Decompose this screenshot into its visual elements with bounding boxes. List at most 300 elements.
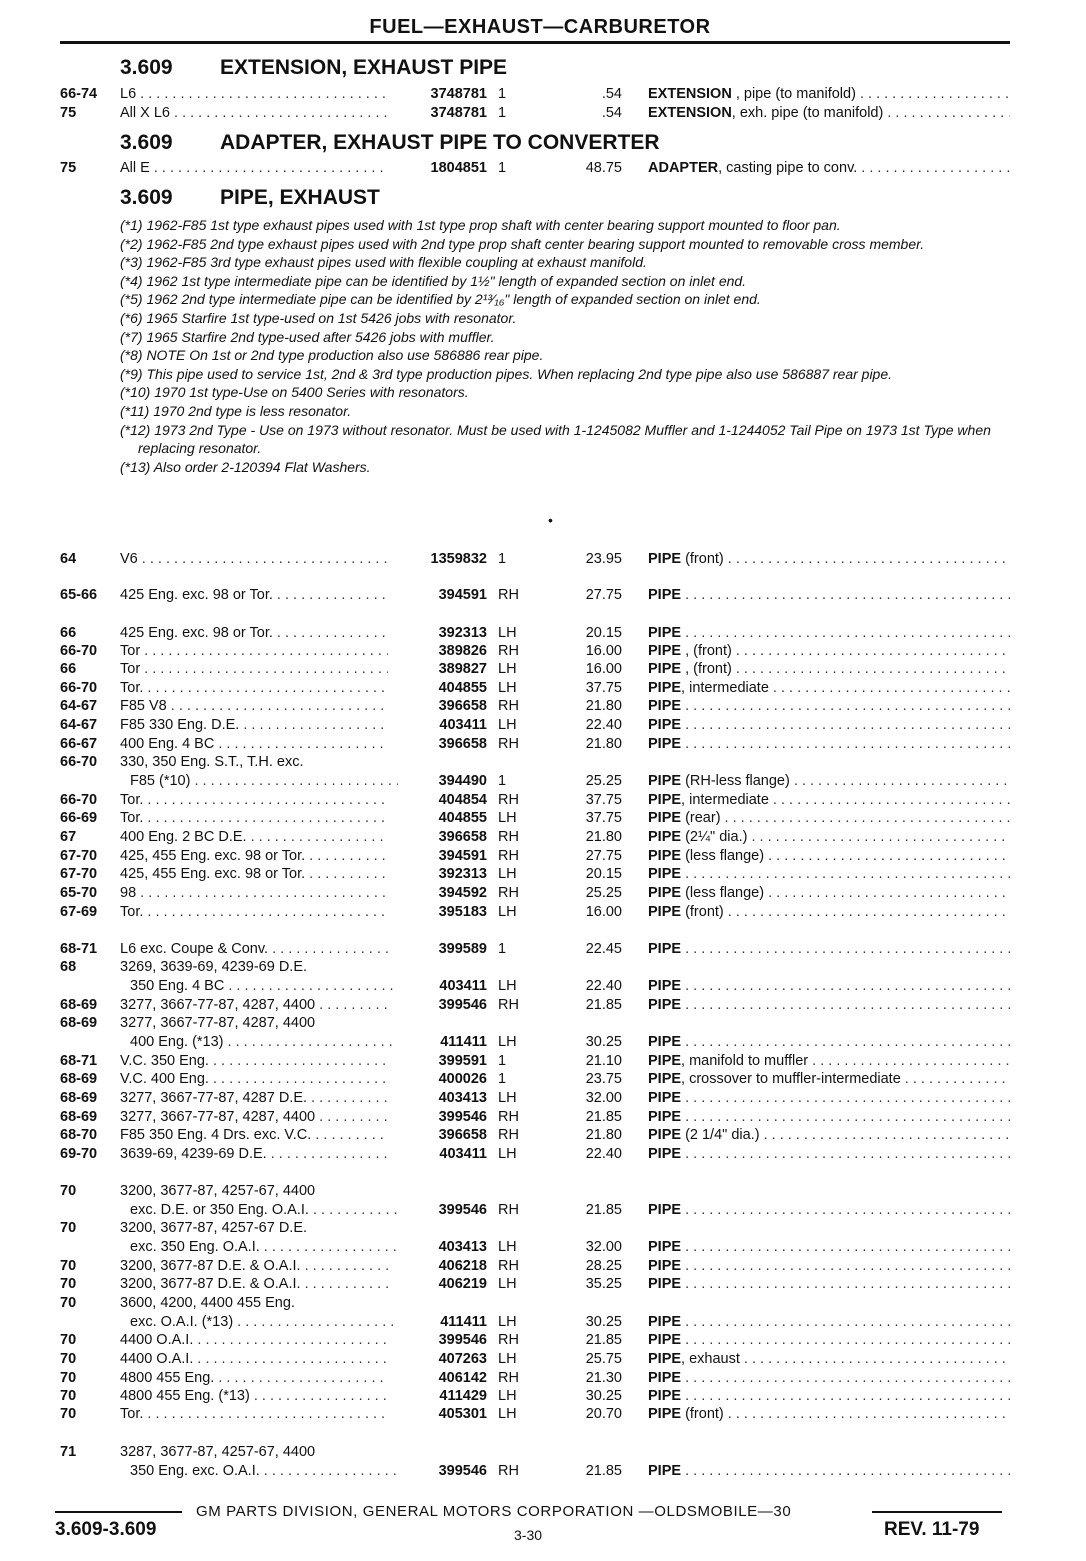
model-text: All E . . .	[120, 160, 388, 176]
quantity-cell: LH	[498, 1406, 517, 1422]
bullet-mark: •	[548, 512, 553, 528]
price-cell: 22.40	[585, 717, 622, 733]
table-row	[0, 1071, 1086, 1089]
table-row	[0, 829, 1086, 847]
model-text: Tor . . .	[120, 661, 388, 677]
table-row	[0, 1314, 1086, 1332]
quantity-cell: 1	[498, 551, 507, 567]
description-text: , (front) . . .	[681, 661, 1010, 677]
table-row	[0, 1109, 1086, 1127]
part-number-cell: 389826	[438, 643, 487, 659]
description-keyword: PIPE	[648, 1146, 682, 1162]
model-text: 4400 O.A.I. . . .	[120, 1351, 388, 1367]
description-keyword: PIPE	[648, 1276, 682, 1292]
model-text: 4400 O.A.I. . . .	[120, 1332, 388, 1348]
description-cell	[648, 736, 1010, 752]
year-cell: 68-69	[60, 1090, 98, 1106]
price-cell: 16.00	[585, 904, 622, 920]
price-cell: 16.00	[585, 661, 622, 677]
table-row	[0, 1406, 1086, 1424]
year-cell: 66	[60, 661, 77, 677]
description-cell	[648, 978, 1010, 994]
year-cell: 66-70	[60, 643, 98, 659]
description-keyword: PIPE	[648, 1053, 682, 1069]
model-cell	[120, 1053, 388, 1069]
footnote: (*5) 1962 2nd type intermediate pipe can be identified by 2¹³⁄₁₆" length of expanded section on inlet end.	[120, 291, 761, 308]
model-cell	[120, 680, 388, 696]
year-cell: 70	[60, 1332, 77, 1348]
model-text: 3200, 3677-87 D.E. & O.A.I. . . .	[120, 1276, 388, 1292]
year-cell: 69-70	[60, 1146, 98, 1162]
description-cell	[648, 717, 1010, 733]
model-cell	[120, 1276, 388, 1292]
model-text: 3200, 3677-87, 4257-67, 4400	[120, 1183, 316, 1199]
model-text: F85 350 Eng. 4 Drs. exc. V.C. . . .	[120, 1127, 388, 1143]
quantity-cell: LH	[498, 904, 517, 920]
model-text: 3277, 3667-77-87, 4287, 4400 . . .	[120, 1109, 388, 1125]
quantity-cell: RH	[498, 1332, 519, 1348]
price-cell: 48.75	[585, 160, 622, 176]
year-cell: 70	[60, 1183, 77, 1199]
quantity-cell: RH	[498, 848, 519, 864]
part-number-cell: 399589	[438, 941, 487, 957]
description-keyword: PIPE	[648, 1314, 682, 1330]
footer-section-range: 3.609-3.609	[55, 1519, 157, 1540]
table-row	[0, 1295, 1086, 1313]
description-keyword: PIPE	[648, 1258, 682, 1274]
year-cell: 70	[60, 1370, 77, 1386]
footnote: (*4) 1962 1st type intermediate pipe can be identified by 1½" length of expanded section on inlet end.	[120, 272, 747, 289]
section-heading-adapter	[120, 131, 660, 155]
description-keyword: PIPE	[648, 773, 682, 789]
description-text	[681, 698, 1010, 714]
table-row	[0, 661, 1086, 679]
quantity-cell: LH	[498, 1388, 517, 1404]
description-keyword: PIPE	[648, 1388, 682, 1404]
table-row	[0, 1202, 1086, 1220]
model-text: 350 Eng. exc. O.A.I. . . .	[130, 1463, 398, 1479]
section-title: ADAPTER, EXHAUST PIPE TO CONVERTER	[220, 131, 660, 154]
quantity-cell: RH	[498, 792, 519, 808]
description-text: , crossover to muffler-intermediate . . .	[681, 1071, 1010, 1087]
table-row	[0, 1034, 1086, 1052]
section-number: 3.609	[120, 186, 173, 209]
description-text	[681, 997, 1010, 1013]
description-cell	[648, 587, 1010, 603]
quantity-cell: RH	[498, 736, 519, 752]
model-cell	[120, 86, 388, 102]
table-row	[0, 698, 1086, 716]
year-cell: 68-71	[60, 941, 98, 957]
description-keyword: PIPE	[648, 885, 682, 901]
part-number-cell: 406218	[438, 1258, 487, 1274]
table-row	[0, 1146, 1086, 1164]
model-cell	[120, 829, 388, 845]
model-text: 400 Eng. 2 BC D.E. . . .	[120, 829, 388, 845]
description-keyword: PIPE	[648, 551, 682, 567]
quantity-cell: LH	[498, 1276, 517, 1292]
table-row	[0, 1239, 1086, 1257]
model-text: Tor. . . .	[120, 792, 388, 808]
model-cell	[120, 643, 388, 659]
description-text: (front) . . .	[681, 551, 1010, 567]
model-text: exc. 350 Eng. O.A.I. . . .	[130, 1239, 398, 1255]
part-number-cell: 407263	[438, 1351, 487, 1367]
description-text: , manifold to muffler . . .	[681, 1053, 1010, 1069]
description-cell	[648, 1071, 1010, 1087]
model-cell	[120, 959, 388, 975]
part-number-cell: 394591	[438, 848, 487, 864]
part-number-cell: 406219	[438, 1276, 487, 1292]
model-text: V6 . . .	[120, 551, 388, 567]
model-cell	[120, 1015, 388, 1031]
part-number-cell: 411429	[439, 1388, 487, 1404]
model-cell	[120, 1332, 388, 1348]
part-number-cell: 394490	[438, 773, 487, 789]
price-cell: 27.75	[585, 848, 622, 864]
table-row	[0, 551, 1086, 569]
quantity-cell: RH	[498, 1109, 519, 1125]
model-text: L6 exc. Coupe & Conv. . . .	[120, 941, 388, 957]
table-row	[0, 1127, 1086, 1145]
year-cell: 75	[60, 105, 77, 121]
year-cell: 66-70	[60, 754, 98, 770]
description-text	[681, 736, 1010, 752]
description-text	[681, 1090, 1010, 1106]
year-cell: 70	[60, 1220, 77, 1236]
price-cell: .54	[601, 105, 622, 121]
description-cell	[648, 848, 1010, 864]
table-row	[0, 1183, 1086, 1201]
description-keyword: PIPE	[648, 587, 682, 603]
part-number-cell: 3748781	[430, 105, 487, 121]
year-cell: 67	[60, 829, 77, 845]
model-text: 3600, 4200, 4400 455 Eng.	[120, 1295, 295, 1311]
year-cell: 68	[60, 959, 77, 975]
description-keyword: PIPE	[648, 941, 682, 957]
model-cell	[120, 904, 388, 920]
quantity-cell: LH	[498, 625, 517, 641]
part-number-cell: 396658	[438, 698, 487, 714]
description-cell	[648, 625, 1010, 641]
model-text: 425, 455 Eng. exc. 98 or Tor. . . .	[120, 848, 388, 864]
part-number-cell: 399546	[438, 1109, 487, 1125]
price-cell: 23.95	[585, 551, 622, 567]
description-keyword: PIPE	[648, 866, 682, 882]
description-cell	[648, 997, 1010, 1013]
model-text: Tor. . . .	[120, 1406, 388, 1422]
description-keyword: PIPE	[648, 1406, 682, 1422]
model-cell	[120, 1109, 388, 1125]
price-cell: 25.25	[585, 773, 622, 789]
quantity-cell: RH	[498, 997, 519, 1013]
footer-publisher: GM PARTS DIVISION, GENERAL MOTORS CORPORATION —OLDSMOBILE—30	[196, 1503, 792, 1520]
model-cell	[120, 1202, 398, 1218]
table-row	[0, 625, 1086, 643]
quantity-cell: LH	[498, 1146, 517, 1162]
model-cell	[120, 941, 388, 957]
description-text	[681, 1332, 1010, 1348]
model-text: 3277, 3667-77-87, 4287, 4400	[120, 1015, 316, 1031]
description-keyword: PIPE	[648, 1090, 682, 1106]
price-cell: 22.45	[585, 941, 622, 957]
year-cell: 66-70	[60, 680, 98, 696]
description-cell	[648, 1258, 1010, 1274]
footnote: (*7) 1965 Starfire 2nd type-used after 5426 jobs with muffler.	[120, 328, 495, 345]
description-keyword: PIPE	[648, 848, 682, 864]
model-text: Tor. . . .	[120, 810, 388, 826]
model-text: 425 Eng. exc. 98 or Tor. . . .	[120, 625, 388, 641]
model-text: 3277, 3667-77-87, 4287, 4400 . . .	[120, 997, 388, 1013]
table-row	[0, 978, 1086, 996]
description-text: (rear) . . .	[681, 810, 1010, 826]
quantity-cell: 1	[498, 941, 507, 957]
quantity-cell: RH	[498, 829, 519, 845]
model-text: Tor . . .	[120, 643, 388, 659]
model-cell	[120, 997, 388, 1013]
price-cell: 25.75	[585, 1351, 622, 1367]
model-cell	[120, 160, 388, 176]
description-cell	[648, 941, 1010, 957]
year-cell: 70	[60, 1295, 77, 1311]
model-cell	[120, 1090, 388, 1106]
model-text: exc. D.E. or 350 Eng. O.A.I. . . .	[130, 1202, 398, 1218]
description-keyword: PIPE	[648, 978, 682, 994]
table-row	[0, 105, 1086, 123]
price-cell: 23.75	[585, 1071, 622, 1087]
price-cell: 37.75	[585, 792, 622, 808]
table-row	[0, 680, 1086, 698]
model-cell	[120, 792, 388, 808]
model-text: 400 Eng. (*13) . . .	[130, 1034, 398, 1050]
model-cell	[120, 1295, 388, 1311]
part-number-cell: 394592	[438, 885, 487, 901]
year-cell: 75	[60, 160, 77, 176]
model-text: 3269, 3639-69, 4239-69 D.E.	[120, 959, 308, 975]
header-rule	[60, 41, 1010, 44]
table-row	[0, 848, 1086, 866]
quantity-cell: LH	[498, 810, 517, 826]
description-text	[681, 1276, 1010, 1292]
description-keyword: PIPE	[648, 698, 682, 714]
price-cell: 21.80	[585, 829, 622, 845]
model-cell	[120, 1071, 388, 1087]
year-cell: 64-67	[60, 717, 98, 733]
model-cell	[120, 698, 388, 714]
footnote: (*6) 1965 Starfire 1st type-used on 1st 5426 jobs with resonator.	[120, 309, 517, 326]
part-number-cell: 405301	[438, 1406, 487, 1422]
description-text: , casting pipe to conv. . . .	[718, 160, 1010, 176]
quantity-cell: 1	[498, 1071, 507, 1087]
part-number-cell: 404855	[438, 680, 487, 696]
model-cell	[120, 978, 398, 994]
description-text: (2 1/4" dia.) . . .	[681, 1127, 1010, 1143]
description-text	[681, 1463, 1010, 1479]
model-cell	[120, 1239, 398, 1255]
table-row	[0, 904, 1086, 922]
description-text	[681, 1370, 1010, 1386]
year-cell: 65-66	[60, 587, 98, 603]
description-cell	[648, 1053, 1010, 1069]
quantity-cell: RH	[498, 1127, 519, 1143]
model-cell	[120, 1351, 388, 1367]
description-text	[681, 1034, 1010, 1050]
price-cell: 32.00	[585, 1090, 622, 1106]
model-cell	[120, 661, 388, 677]
description-text	[681, 1202, 1010, 1218]
model-text: V.C. 350 Eng. . . .	[120, 1053, 388, 1069]
description-keyword: PIPE	[648, 1239, 682, 1255]
description-keyword: PIPE	[648, 680, 682, 696]
model-cell	[120, 866, 388, 882]
footnote: (*8) NOTE On 1st or 2nd type production also use 586886 rear pipe.	[120, 347, 544, 364]
year-cell: 68-70	[60, 1127, 98, 1143]
description-text	[681, 866, 1010, 882]
model-cell	[120, 717, 388, 733]
quantity-cell: 1	[498, 160, 507, 176]
description-text: , exhaust . . .	[681, 1351, 1010, 1367]
description-keyword: PIPE	[648, 829, 682, 845]
table-row	[0, 160, 1086, 178]
footnote: (*2) 1962-F85 2nd type exhaust pipes used with 2nd type prop shaft center bearing support mounted to removable cross member.	[120, 235, 925, 252]
model-cell	[120, 773, 398, 789]
year-cell: 70	[60, 1258, 77, 1274]
year-cell: 65-70	[60, 885, 98, 901]
part-number-cell: 395183	[438, 904, 487, 920]
table-row	[0, 997, 1086, 1015]
description-text	[681, 1146, 1010, 1162]
price-cell: 16.00	[585, 643, 622, 659]
part-number-cell: 396658	[438, 1127, 487, 1143]
description-keyword: PIPE	[648, 1127, 682, 1143]
quantity-cell: 1	[498, 1053, 507, 1069]
footnote: (*13) Also order 2-120394 Flat Washers.	[120, 458, 371, 475]
description-cell	[648, 866, 1010, 882]
quantity-cell: LH	[498, 1239, 517, 1255]
description-cell	[648, 643, 1010, 659]
model-cell	[120, 1370, 388, 1386]
footer-page-number: 3-30	[514, 1527, 543, 1543]
model-cell	[120, 810, 388, 826]
description-cell	[648, 680, 1010, 696]
model-text: exc. O.A.I. (*13) . . .	[130, 1314, 398, 1330]
price-cell: 35.25	[585, 1276, 622, 1292]
footnotes	[120, 216, 1010, 476]
part-number-cell: 399546	[438, 997, 487, 1013]
description-keyword: PIPE	[648, 1463, 682, 1479]
description-cell	[648, 661, 1010, 677]
part-number-cell: 392313	[438, 625, 487, 641]
quantity-cell: LH	[498, 1090, 517, 1106]
footer-rule-right	[872, 1511, 1002, 1513]
description-text: , (front) . . .	[681, 643, 1010, 659]
description-cell	[648, 1034, 1010, 1050]
model-text: 3287, 3677-87, 4257-67, 4400	[120, 1444, 316, 1460]
price-cell: 22.40	[585, 978, 622, 994]
price-cell: 21.80	[585, 736, 622, 752]
description-text	[681, 1388, 1010, 1404]
quantity-cell: RH	[498, 1202, 519, 1218]
description-cell	[648, 1127, 1010, 1143]
year-cell: 64-67	[60, 698, 98, 714]
price-cell: 21.80	[585, 698, 622, 714]
year-cell: 68-69	[60, 997, 98, 1013]
part-number-cell: 400026	[438, 1071, 487, 1087]
year-cell: 67-70	[60, 866, 98, 882]
year-cell: 68-69	[60, 1109, 98, 1125]
description-text: (front) . . .	[681, 904, 1010, 920]
quantity-cell: LH	[498, 717, 517, 733]
model-cell	[120, 1388, 388, 1404]
model-text: 330, 350 Eng. S.T., T.H. exc.	[120, 754, 304, 770]
table-row	[0, 717, 1086, 735]
description-cell	[648, 1146, 1010, 1162]
description-text	[681, 587, 1010, 603]
year-cell: 70	[60, 1276, 77, 1292]
table-row	[0, 587, 1086, 605]
quantity-cell: RH	[498, 643, 519, 659]
description-cell	[648, 773, 1010, 789]
model-cell	[120, 1444, 388, 1460]
year-cell: 70	[60, 1388, 77, 1404]
description-cell	[648, 829, 1010, 845]
year-cell: 70	[60, 1351, 77, 1367]
model-cell	[120, 1463, 398, 1479]
table-row	[0, 1015, 1086, 1033]
description-cell	[648, 810, 1010, 826]
quantity-cell: LH	[498, 1351, 517, 1367]
description-keyword: PIPE	[648, 625, 682, 641]
model-text: Tor. . . .	[120, 680, 388, 696]
model-cell	[120, 551, 388, 567]
table-row	[0, 1370, 1086, 1388]
table-row	[0, 866, 1086, 884]
year-cell: 67-69	[60, 904, 98, 920]
description-keyword: PIPE	[648, 1370, 682, 1386]
model-cell	[120, 1146, 388, 1162]
part-number-cell: 403411	[439, 978, 487, 994]
model-text: V.C. 400 Eng. . . .	[120, 1071, 388, 1087]
part-number-cell: 3748781	[430, 86, 487, 102]
model-text: 4800 455 Eng. (*13) . . .	[120, 1388, 388, 1404]
model-cell	[120, 625, 388, 641]
description-text: (less flange) . . .	[681, 885, 1010, 901]
model-text: Tor. . . .	[120, 904, 388, 920]
model-cell	[120, 885, 388, 901]
year-cell: 66-69	[60, 810, 98, 826]
year-cell: 68-71	[60, 1053, 98, 1069]
table-row	[0, 643, 1086, 661]
year-cell: 66-74	[60, 86, 98, 102]
model-cell	[120, 1127, 388, 1143]
model-text: 3277, 3667-77-87, 4287 D.E. . . .	[120, 1090, 388, 1106]
price-cell: 21.10	[585, 1053, 622, 1069]
part-number-cell: 399546	[438, 1463, 487, 1479]
year-cell: 66	[60, 625, 77, 641]
model-text: L6 . . .	[120, 86, 388, 102]
model-cell	[120, 1406, 388, 1422]
footnote: (*12) 1973 2nd Type - Use on 1973 without resonator. Must be used with 1-1245082 Muffler and 1-1244052 Tail Pipe on 1973 1st Type when replacing resonator.	[120, 421, 991, 457]
description-text: (front) . . .	[681, 1406, 1010, 1422]
part-number-cell: 399546	[438, 1332, 487, 1348]
part-number-cell: 403411	[439, 717, 487, 733]
table-row	[0, 1351, 1086, 1369]
part-number-cell: 389827	[438, 661, 487, 677]
table-row	[0, 773, 1086, 791]
footnote: (*3) 1962-F85 3rd type exhaust pipes used with flexible coupling at exhaust manifold.	[120, 254, 647, 271]
price-cell: 20.70	[585, 1406, 622, 1422]
model-text: 4800 455 Eng. . . .	[120, 1370, 388, 1386]
